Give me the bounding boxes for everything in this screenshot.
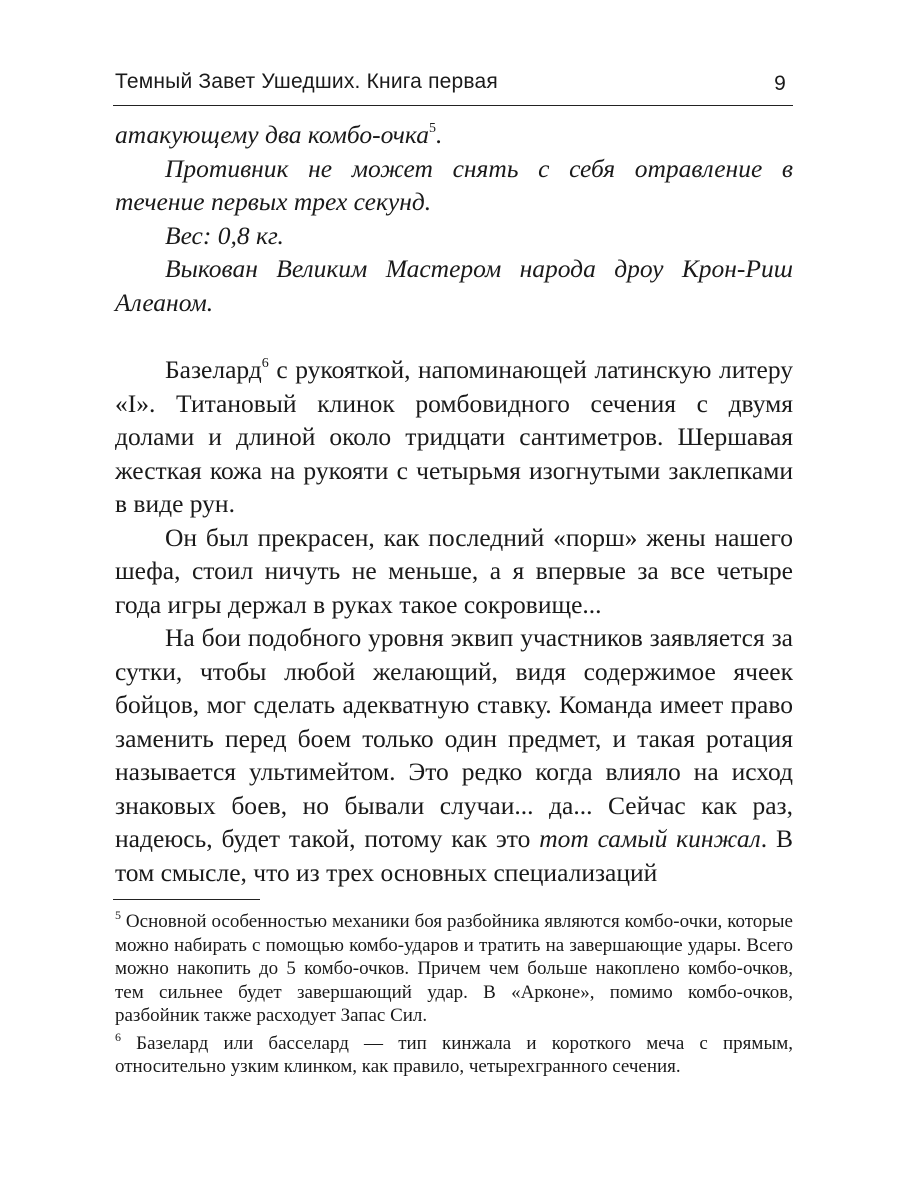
header-rule bbox=[113, 105, 793, 106]
section-gap bbox=[115, 319, 793, 353]
paragraph-5-start: Базелард bbox=[165, 355, 262, 384]
footnote-5-mark: 5 bbox=[115, 908, 121, 922]
footnote-5-text: Основной особенностью механики боя разбойника являются комбо-очки, которые можно набирать с помощью комбо-ударов и тратить на завершающие удары. Всего можно накопить до 5 комбо-очков. Причем чем больше накоплено комбо-очков, тем сильнее будет завершающий удар. В «Арконе», помимо комбо-очков, разбойник также расходует Запас Сил. bbox=[115, 911, 793, 1026]
paragraph-1-text: атакующему два комбо-очка bbox=[115, 120, 429, 149]
body-text bbox=[115, 118, 793, 889]
paragraph-4: Выкован Великим Мастером народа дроу Крон-Риш Алеаном. bbox=[115, 254, 793, 317]
footnote-rule bbox=[113, 899, 260, 900]
footnote-6-text: Базелард или басселард — тип кинжала и короткого меча с прямым, относительно узким клинком, как правило, четырехгранного сечения. bbox=[115, 1032, 793, 1077]
paragraph-1-end: . bbox=[435, 120, 443, 149]
footnote-ref-6: 6 bbox=[261, 356, 269, 371]
paragraph-1 bbox=[115, 118, 793, 152]
footnote-5 bbox=[115, 910, 793, 1028]
footnote-ref-5: 5 bbox=[428, 121, 436, 136]
paragraph-3: Вес: 0,8 кг. bbox=[165, 220, 284, 250]
page-number: 9 bbox=[774, 72, 786, 95]
running-header bbox=[115, 70, 792, 100]
paragraph-5-text: с рукояткой, напоминающей латинскую литеру «I». Титановый клинок ромбовидного сечения с двумя долами и длиной около тридцати сантиметров. Шершавая жесткая кожа на рукояти с четырьмя изогнутыми заклепками в виде рун. bbox=[115, 355, 793, 518]
paragraph-6: Он был прекрасен, как последний «порш» жены нашего шефа, стоил ничуть не меньше, а я впервые за все четыре года игры держал в руках такое сокровище... bbox=[115, 522, 793, 619]
paragraph-5 bbox=[115, 353, 793, 521]
paragraph-7-end: . В том смысле, что из трех основных специализаций bbox=[115, 824, 793, 887]
paragraph-7-text: На бои подобного уровня эквип участников заявляется за сутки, чтобы любой желающий, видя содержимое ячеек бойцов, мог сделать адекватную ставку. Команда имеет право заменить перед боем только один предмет, и такая ротация называется ультимейтом. Это редко когда влияло на исход знаковых боев, но бывали случаи... да... Сейчас как раз, надеюсь, будет такой, потому как это bbox=[115, 623, 793, 853]
footnote-6-mark: 6 bbox=[115, 1029, 121, 1044]
paragraph-2: Противник не может снять с себя отравление в течение первых трех секунд. bbox=[115, 153, 793, 216]
paragraph-7-emphasis: тот самый кинжал bbox=[539, 824, 761, 853]
paragraph-7 bbox=[115, 621, 793, 889]
book-title: Темный Завет Ушедших. Книга первая bbox=[115, 70, 498, 93]
footnote-6 bbox=[115, 1029, 793, 1079]
footnotes bbox=[115, 910, 793, 1083]
